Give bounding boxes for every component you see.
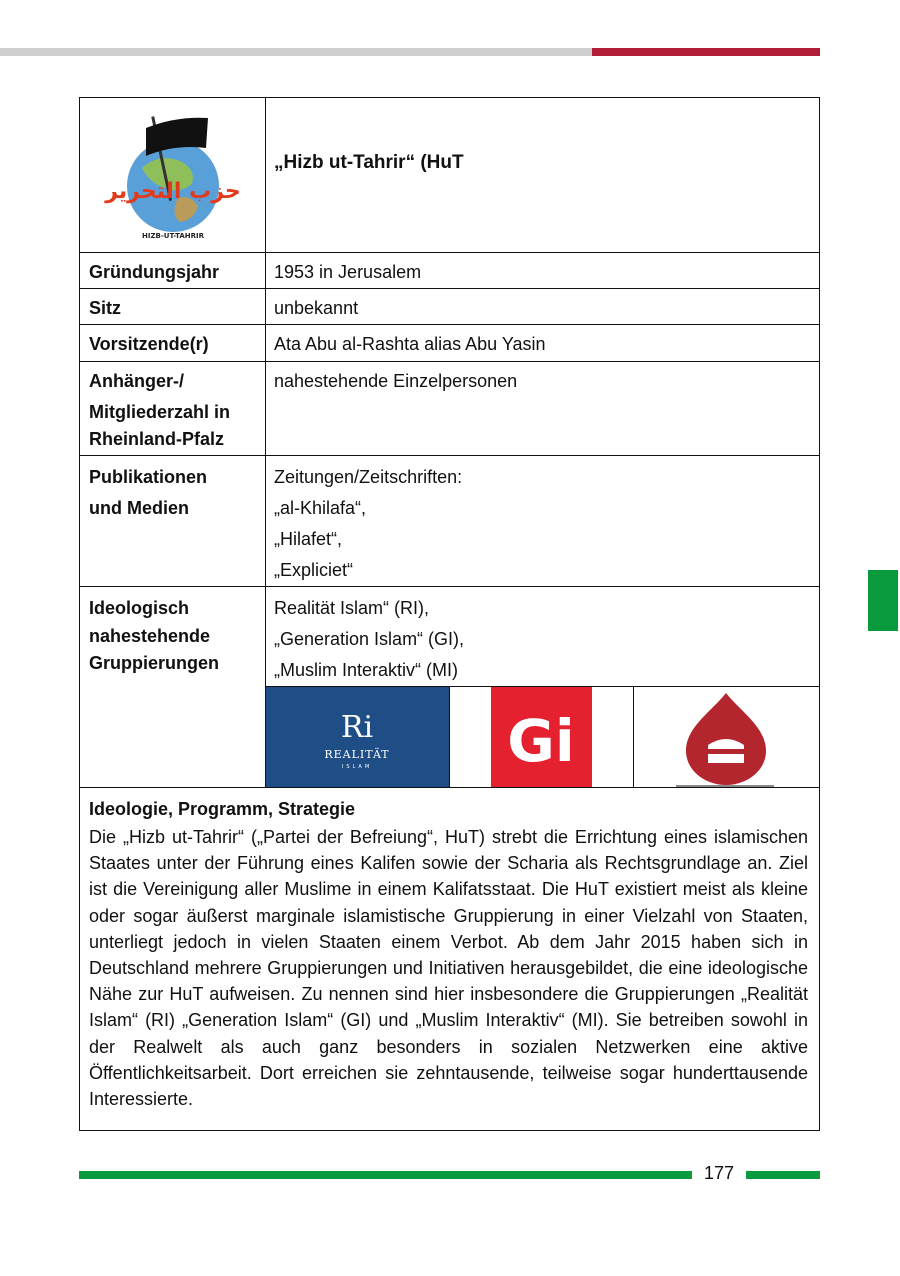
muslim-interaktiv-logo-cell	[634, 687, 821, 787]
label-related-groups: Ideologisch nahestehende Gruppierungen	[80, 587, 266, 787]
row-publications	[80, 456, 819, 587]
hut-logo-caption: HIZB-UT-TAHRIR	[142, 232, 204, 240]
value-members: nahestehende Einzelpersonen	[274, 371, 518, 391]
row-chairman	[80, 325, 819, 362]
hut-logo-arabic: حزب التحرير	[105, 179, 241, 204]
organization-title: „Hizb ut-Tahrir“ (HuT	[274, 152, 464, 173]
muslim-interaktiv-logo	[634, 687, 821, 787]
ideology-text: Die „Hizb ut-Tahrir“ („Partei der Befreiung“, HuT) strebt die Errichtung eines islamischen Staates unter der Führung eines Kalifen sowie der Scharia als Rechtsgrundlage an. Ziel ist die Vereinigung aller Muslime in einem Kalifatsstaat. Die HuT existiert meist als kleine oder sogar äußerst marginale islamistische Gruppierung in einer Vielzahl von Staaten, unterliegt jedoch in vielen Staaten einem Verbot. Ab dem Jahr 2015 haben sich in Deutschland mehrere Gruppierungen und Initiativen herausgebildet, die eine ideologische Nähe zur HuT aufweisen. Zu nennen sind hier insbesondere die Gruppierungen „Realität Islam“ (RI) „Generation Islam“ (GI) und „Muslim Interaktiv“ (MI). Sie betreiben sowohl in der Realwelt als auch ganz besonders in sozialen Netzwerken eine aktive Öffentlichkeitsarbeit. Dort erreichen sie zehntausende, teilweise sogar hunderttausende Interessierte.	[89, 827, 808, 1110]
ri-logo-name: REALITÄT	[324, 748, 390, 761]
bottom-rule-right	[746, 1171, 820, 1179]
label-members: Anhänger-/ Mitgliederzahl in Rheinland-Pfalz	[80, 362, 266, 455]
generation-islam-logo	[491, 687, 592, 787]
label-seat: Sitz	[80, 289, 266, 324]
hut-logo-cell	[80, 98, 266, 252]
ri-logo-sub: ISLAM	[341, 764, 373, 770]
value-founding-year: 1953 in Jerusalem	[274, 262, 422, 282]
row-members	[80, 362, 819, 456]
value-chairman: Ata Abu al-Rashta alias Abu Yasin	[274, 334, 546, 354]
ideology-section	[80, 787, 819, 1112]
label-publications: Publikationen und Medien	[80, 456, 266, 586]
top-rule-gray	[0, 48, 592, 56]
top-rule-red	[592, 48, 820, 56]
generation-islam-logo-cell	[450, 687, 634, 787]
group-logos	[266, 686, 819, 788]
realitaet-islam-logo	[266, 687, 450, 787]
ri-logo-mark: Ri	[340, 710, 374, 745]
value-related-groups: Realität Islam“ (RI), „Generation Islam“ (GI), „Muslim Interaktiv“ (MI)	[274, 598, 465, 680]
label-chairman: Vorsitzende(r)	[80, 325, 266, 361]
label-founding-year: Gründungsjahr	[80, 253, 266, 288]
row-founding-year	[80, 253, 819, 289]
row-seat	[80, 289, 819, 325]
chapter-tab-marker	[868, 570, 898, 631]
hut-logo	[80, 98, 266, 252]
page-number: 177	[703, 1163, 735, 1183]
profile-table	[79, 97, 820, 1131]
value-seat: unbekannt	[274, 298, 359, 318]
bottom-rule-left	[79, 1171, 692, 1179]
value-publications: Zeitungen/Zeitschriften: „al-Khilafa“, „Hilafet“, „Expliciet“	[274, 467, 463, 580]
ideology-heading: Ideologie, Programm, Strategie	[89, 799, 356, 819]
gi-logo-mark: Gi	[507, 707, 575, 775]
header-row	[80, 98, 819, 253]
